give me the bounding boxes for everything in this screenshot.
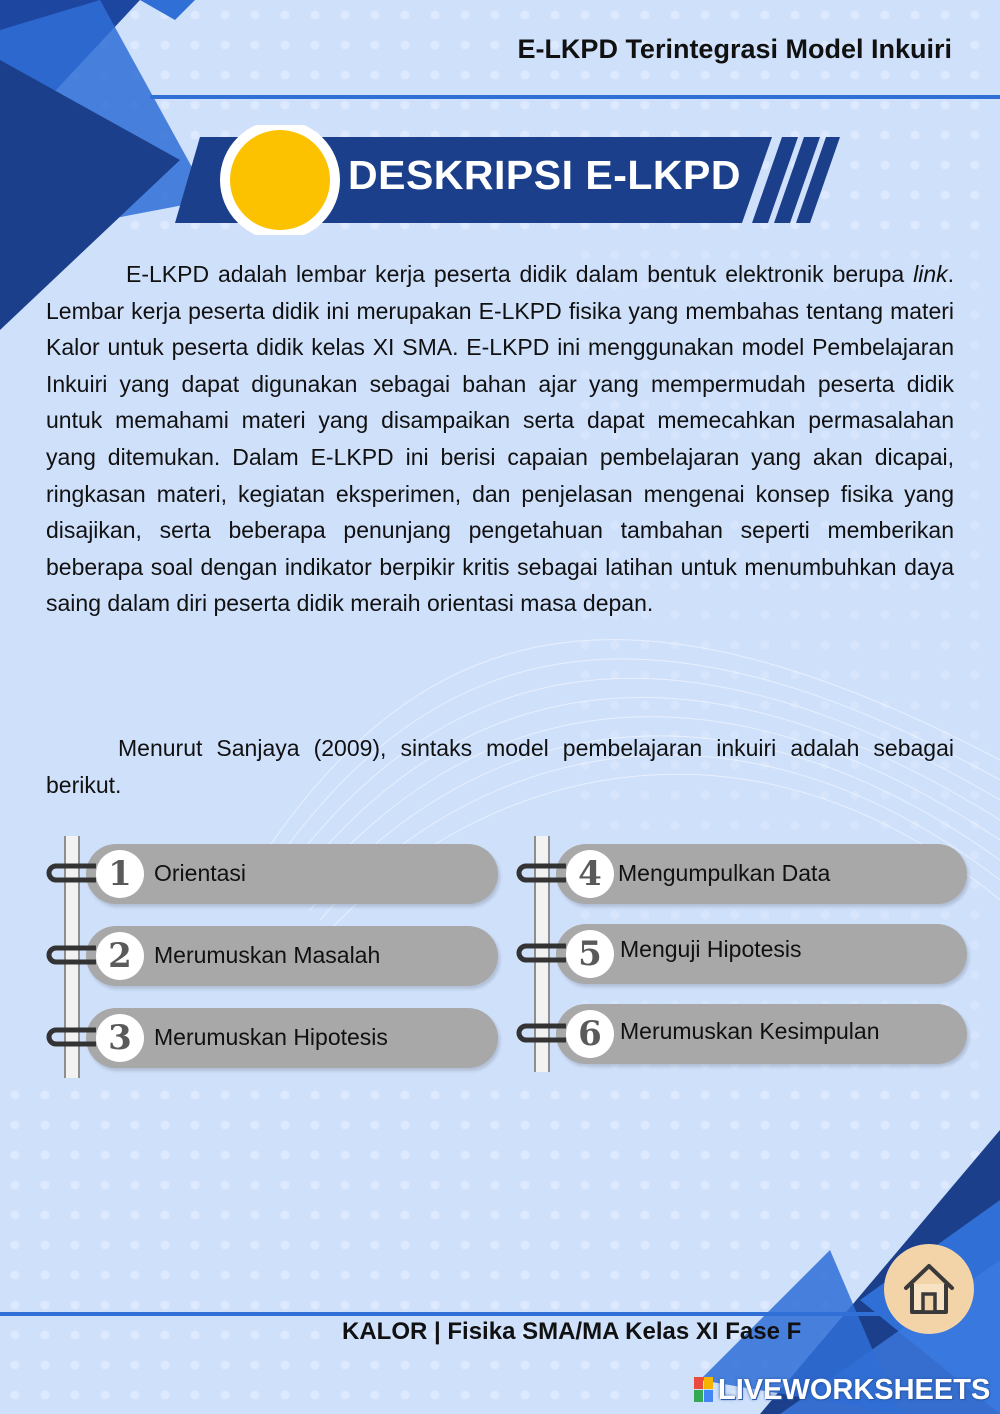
home-icon bbox=[884, 1244, 974, 1334]
description-paragraph: E-LKPD adalah lembar kerja peserta didik dalam bentuk elektronik berupa link. Lembar kerja peserta didik ini merupakan E-LKPD fisika yang membahas tentang materi Kalor untuk peserta didik kelas XI SMA. E-LKPD ini menggunakan model Pembelajaran Inkuiri yang dapat digunakan sebagai bahan ajar yang mempermudah peserta didik untuk memahami materi yang disampaikan serta dapat memecahkan permasalahan yang ditemukan. Dalam E-LKPD ini berisi capaian pembelajaran yang akan dicapai, ringkasan materi, kegiatan eksperimen, dan penjelasan mengenai konsep fisika yang disajikan, serta beberapa penunjang pengetahuan tambahan seperti memberikan beberapa soal dengan indikator berpikir kritis sebagai latihan untuk menumbuhkan daya saing dalam diri peserta didik meraih orientasi masa depan. bbox=[46, 261, 954, 617]
section-title: DESKRIPSI E-LKPD bbox=[348, 152, 741, 198]
step-label: Merumuskan Kesimpulan bbox=[620, 1018, 880, 1044]
step-label: Mengumpulkan Data bbox=[618, 860, 831, 886]
footer-subject-label: KALOR | Fisika SMA/MA Kelas XI Fase F bbox=[342, 1318, 802, 1345]
step-pill bbox=[86, 844, 498, 904]
step-4-mengumpulkan-data bbox=[516, 844, 967, 904]
document-header-title: E-LKPD Terintegrasi Model Inkuiri bbox=[517, 34, 952, 64]
step-number: 5 bbox=[566, 930, 614, 978]
step-label: Orientasi bbox=[154, 860, 247, 886]
step-number: 2 bbox=[96, 932, 144, 980]
binder-ring-icon bbox=[46, 1026, 98, 1048]
liveworksheets-logo-icon bbox=[694, 1377, 714, 1403]
step-number: 3 bbox=[96, 1014, 144, 1062]
binder-ring-icon bbox=[516, 862, 568, 884]
step-1-orientasi bbox=[46, 844, 498, 904]
step-2-merumuskan-masalah bbox=[46, 926, 498, 986]
binder-ring-icon bbox=[46, 944, 98, 966]
home-button[interactable] bbox=[884, 1244, 974, 1334]
step-label: Menguji Hipotesis bbox=[620, 936, 802, 962]
binder-ring-icon bbox=[516, 942, 568, 964]
step-label: Merumuskan Hipotesis bbox=[154, 1024, 388, 1050]
syntax-intro-paragraph: Menurut Sanjaya (2009), sintaks model pembelajaran inkuiri adalah sebagai berikut. bbox=[46, 735, 954, 798]
step-number: 1 bbox=[96, 850, 144, 898]
step-number: 4 bbox=[566, 850, 614, 898]
step-3-merumuskan-hipotesis bbox=[46, 1008, 498, 1068]
link-word: link bbox=[913, 261, 948, 287]
step-5-menguji-hipotesis bbox=[516, 924, 967, 984]
step-label: Merumuskan Masalah bbox=[154, 942, 381, 968]
step-number: 6 bbox=[566, 1010, 614, 1058]
liveworksheets-brand: LIVEWORKSHEETS bbox=[718, 1374, 991, 1406]
binder-ring-icon bbox=[516, 1022, 568, 1044]
binder-ring-icon bbox=[46, 862, 98, 884]
step-6-merumuskan-kesimpulan bbox=[516, 1004, 967, 1064]
